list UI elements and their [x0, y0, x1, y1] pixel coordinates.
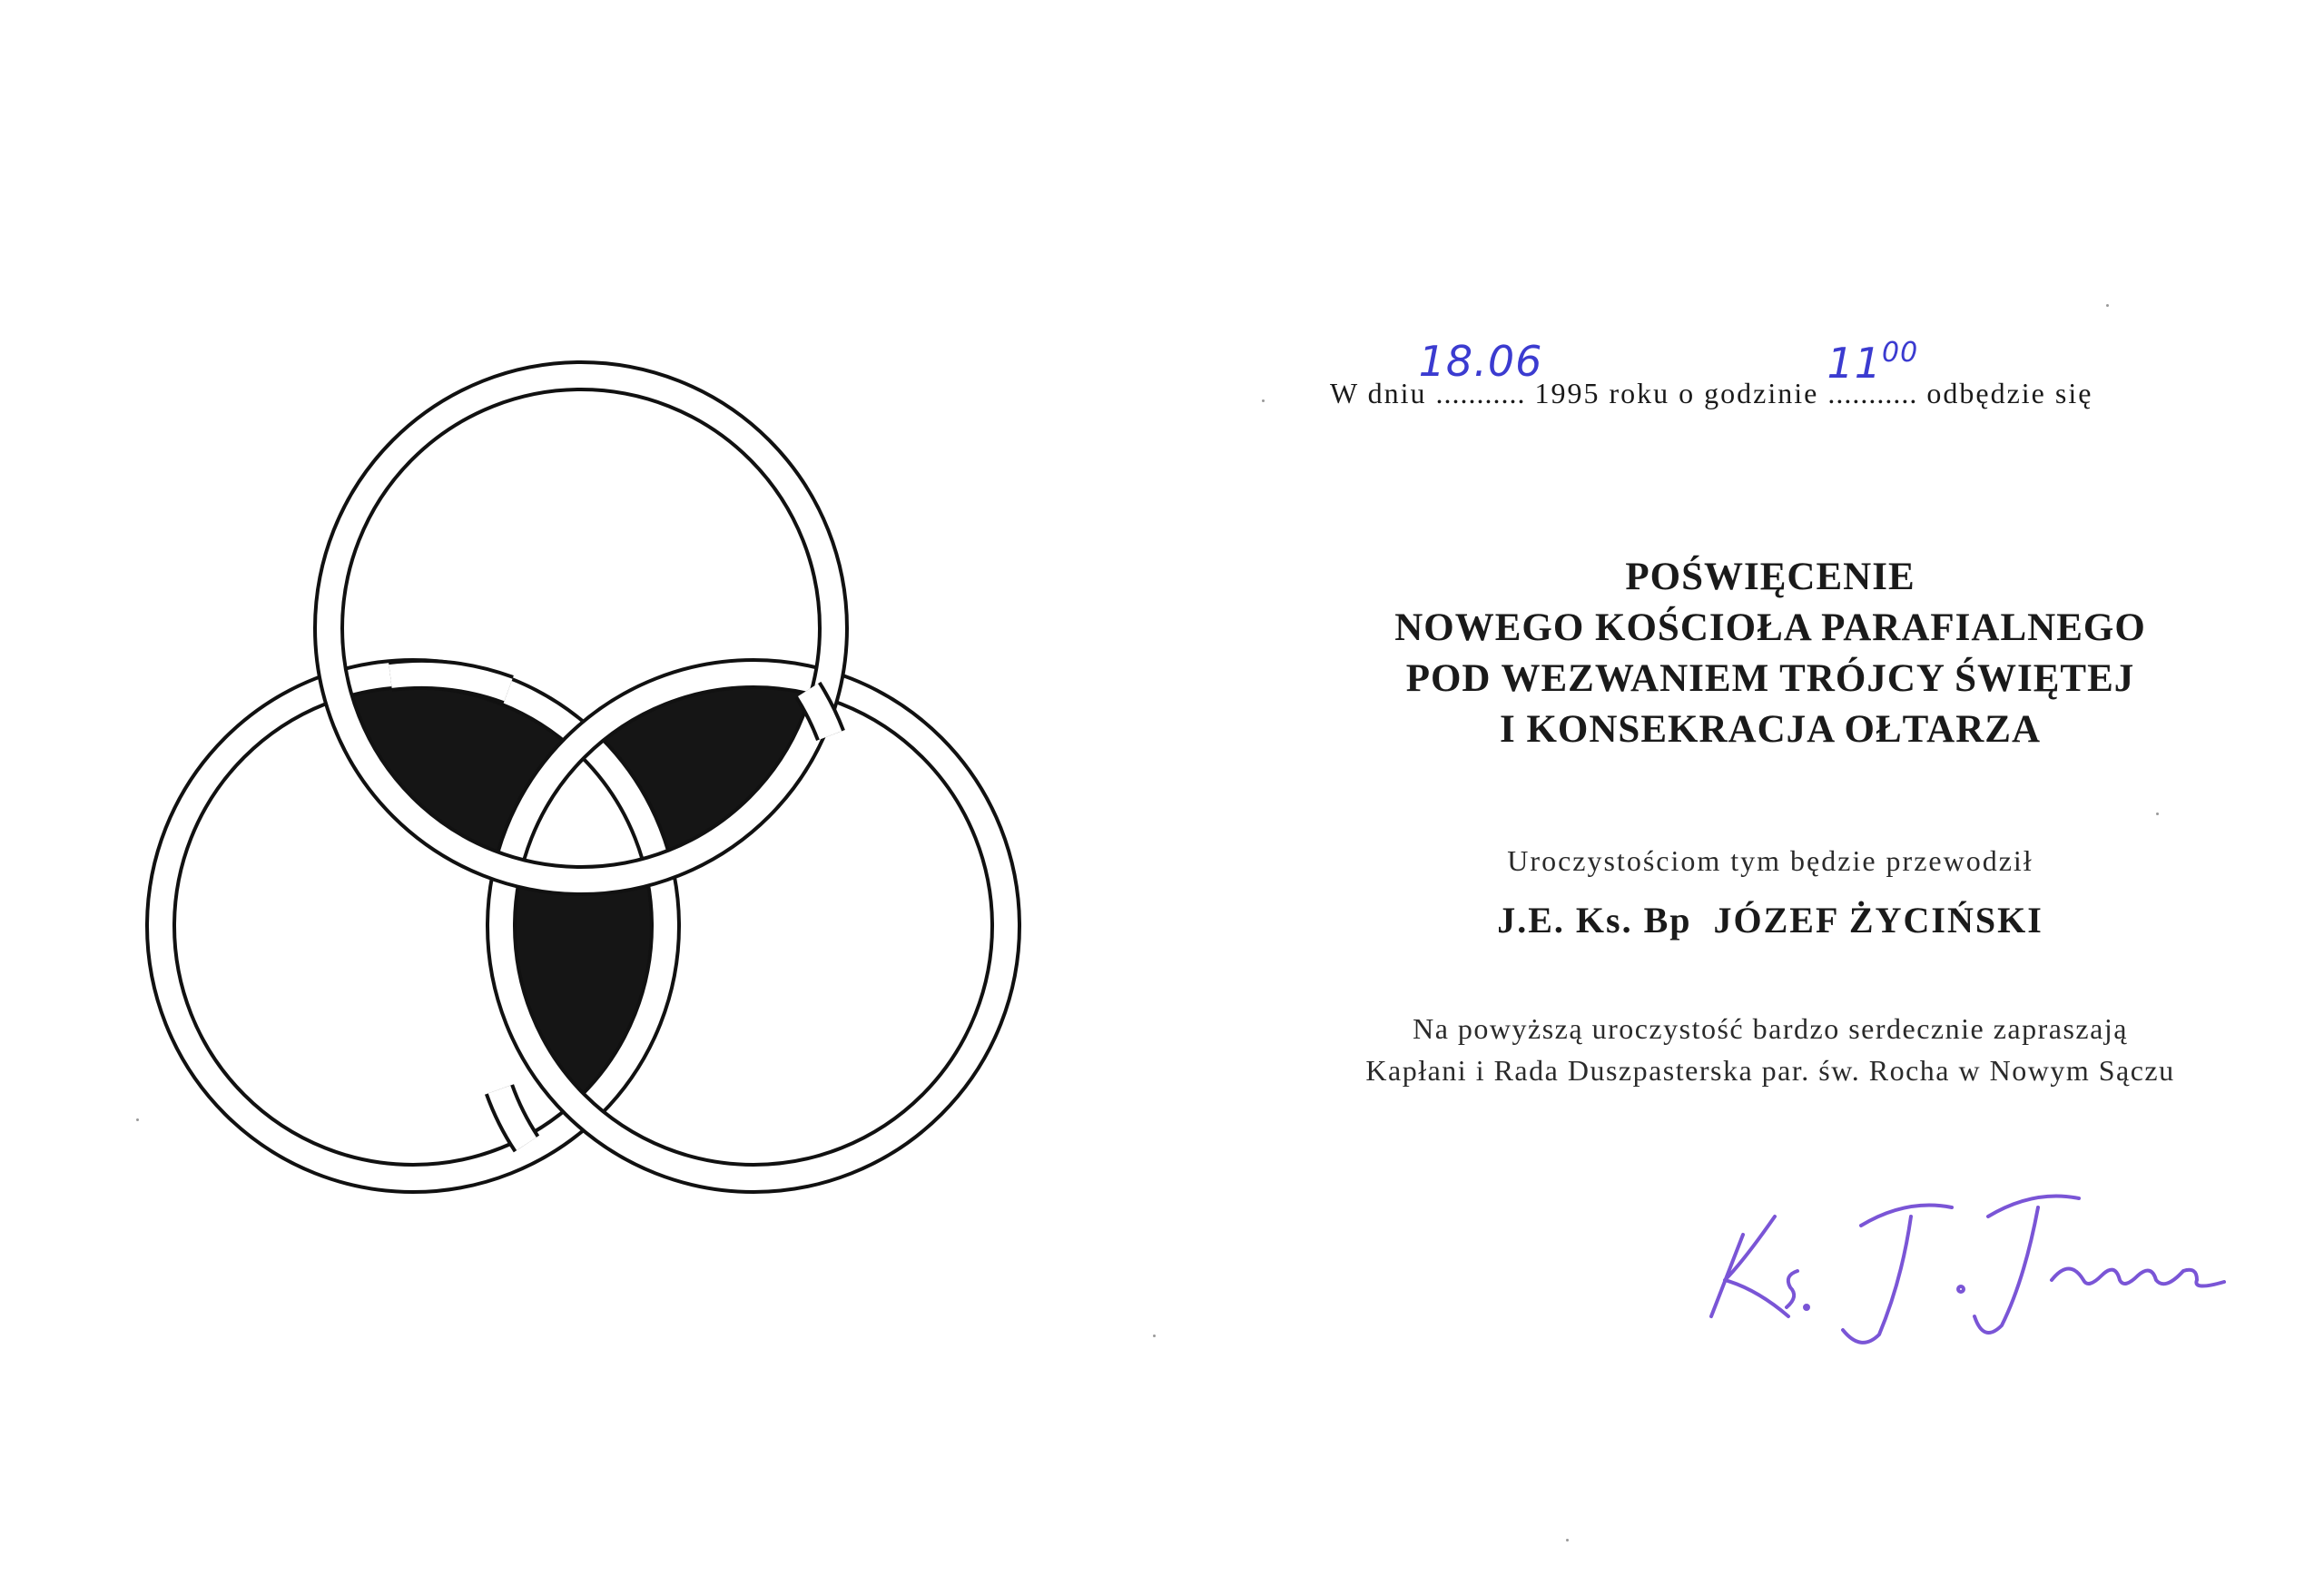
- event-title: [1253, 552, 2288, 755]
- invite-line: Na powyższą uroczystość bardzo serdecznie zapraszają: [1413, 1012, 2128, 1045]
- invite-line: Kapłani i Rada Duszpasterska par. św. Rocha w Nowym Sączu: [1365, 1054, 2175, 1087]
- invitation-text: [1253, 1008, 2288, 1091]
- presider-name: J.E. Ks. Bp JÓZEF ŻYCIŃSKI: [1497, 900, 2043, 941]
- speck: [1153, 1335, 1156, 1337]
- year-text: 1995 roku o godzinie: [1534, 377, 1819, 409]
- trinity-rings-icon: [118, 309, 1071, 1198]
- date-field: ........... 18.06: [1418, 337, 1543, 409]
- time-field: ........... $11^{00}$: [1827, 337, 1919, 409]
- date-handwritten: 18.06: [1418, 337, 1543, 386]
- speck: [1262, 399, 1265, 402]
- speck: [2156, 813, 2159, 815]
- title-line: POD WEZWANIEM TRÓJCY ŚWIĘTEJ: [1405, 657, 2135, 700]
- title-line: POŚWIĘCENIE: [1625, 556, 1915, 598]
- time-handwritten: $11^{00}$: [1827, 337, 1919, 388]
- date-time-line: [1330, 337, 2274, 410]
- speck: [2106, 304, 2109, 307]
- date-suffix: odbędzie się: [1926, 377, 2093, 409]
- date-prefix: W dniu: [1330, 377, 1427, 409]
- speck: [1566, 1539, 1569, 1542]
- speck: [136, 1118, 139, 1121]
- title-line: I KONSEKRACJA OŁTARZA: [1499, 708, 2042, 751]
- signature: [1689, 1180, 2251, 1353]
- title-line: NOWEGO KOŚCIOŁA PARAFIALNEGO: [1394, 606, 2146, 649]
- presider-label: Uroczystościom tym będzie przewodził: [1507, 844, 2034, 877]
